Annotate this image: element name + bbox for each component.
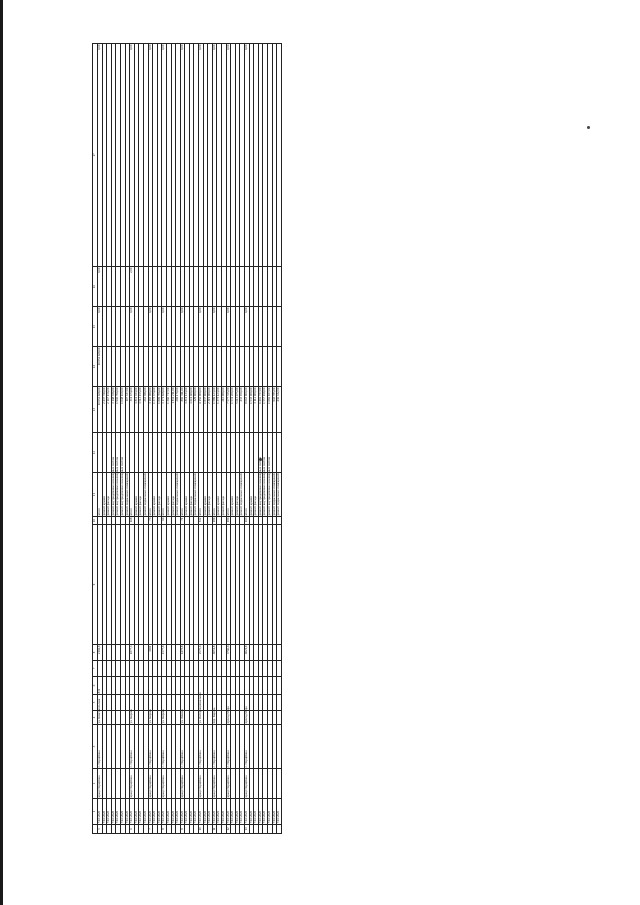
table-cell: ремонт крыши — [249, 473, 254, 517]
table-cell: 7/16/2020 — [102, 799, 107, 825]
table-cell: 3 171 928,00 — [162, 387, 167, 433]
header-cell: 8 — [93, 645, 98, 661]
table-cell: проезд Мира — [225, 706, 230, 724]
table-cell: 1 837 000,00 — [203, 387, 208, 433]
table-cell: 184 — [226, 517, 231, 525]
table-cell: 0,00 — [226, 307, 231, 347]
header-cell: 15 — [93, 307, 98, 347]
table-cell: нраці Порційона — [212, 769, 217, 799]
table-cell: 7/16/2020 — [267, 799, 272, 825]
table-cell: 10 052 429,00 — [98, 387, 103, 433]
rotated-table-container — [92, 44, 562, 834]
table-cell — [277, 267, 282, 307]
table-cell: ремонт внутридомовых инженерных систем — [262, 457, 267, 516]
table-cell: 10 052 429,00 — [98, 347, 103, 387]
table-cell: 7/16/2020 — [120, 799, 125, 825]
table-cell: нраці Порційона — [199, 769, 204, 799]
table-cell: итого — [212, 473, 217, 517]
table-cell: 1 048 160,00 — [120, 387, 125, 433]
table-cell: ремонт крыши — [217, 473, 222, 517]
table-cell: 512 — [199, 517, 204, 525]
table-cell: нраці Порційона — [162, 769, 167, 799]
header-cell: 13 — [93, 387, 98, 433]
table-cell: 1 533 000,00 — [249, 387, 254, 433]
table-cell: 269 170,00 — [176, 387, 181, 433]
table-cell: 7 577 725,00 — [226, 387, 231, 433]
table-cell: 1877,3 — [130, 645, 135, 661]
table-cell: 436 332,00 — [277, 387, 282, 433]
header-cell: 6 — [93, 677, 98, 695]
table-cell: 73 — [148, 517, 153, 525]
table-cell: 168 — [130, 517, 135, 525]
table-cell: 4021,9 — [245, 645, 250, 661]
table-cell: 7/16/2020 — [231, 799, 236, 825]
table-cell: ремонт внутридомовых инженерных систем — [115, 457, 120, 516]
row-number-cell — [277, 825, 282, 834]
table-cell: 0,00 — [162, 44, 167, 267]
table-cell: 1 373 123,00 — [217, 387, 222, 433]
table-cell: ремонт подвальных помещений — [271, 473, 276, 516]
table-cell: 7/16/2020 — [245, 799, 250, 825]
table-cell: с. Порційона — [245, 725, 250, 769]
table-cell: 0,00 — [130, 307, 135, 347]
table-cell: ремонт подвальных помещений — [239, 473, 244, 516]
table-cell: 7/16/2020 — [180, 799, 185, 825]
table-cell: 7/16/2020 — [194, 799, 199, 825]
table-cell: ремонт подвальных помещений — [193, 473, 198, 516]
table-cell: 0,00 — [226, 44, 231, 267]
table-cell: 7/16/2020 — [143, 799, 148, 825]
table-cell: 0,00 — [162, 307, 167, 347]
table-cell: 1691 — [148, 645, 153, 661]
header-cell: 2 — [93, 769, 98, 799]
table-cell: ремонт подвальных помещений — [276, 473, 281, 516]
table-cell: 311 674,00 — [130, 387, 135, 433]
table-cell: 3 112 000,00 — [254, 387, 259, 433]
header-cell: 9 — [93, 525, 98, 645]
table-cell: ремонт внутридомовых инженерных систем — [110, 457, 115, 516]
header-cell: 5 — [93, 695, 98, 711]
table-cell: 3766,6 — [226, 645, 231, 661]
table-cell: нраці Порційона — [130, 769, 135, 799]
row-number-cell: 10 — [199, 825, 204, 834]
table-cell: 1 589 123,00 — [212, 387, 217, 433]
table-cell: 7/16/2020 — [199, 799, 204, 825]
table-cell: ремонт фасада — [139, 473, 144, 517]
header-cell: 10 — [93, 517, 98, 525]
table-cell: итого — [199, 473, 204, 517]
table-cell: 0,00 — [148, 44, 153, 267]
row-number-cell: 7 — [148, 825, 153, 834]
table-cell: 1 682 937,00 — [267, 387, 272, 433]
table-cell: ремонт крыши — [185, 473, 190, 517]
table-cell: 107 337,00 — [125, 387, 130, 433]
table-cell: 943 785,00 — [272, 387, 277, 433]
table-cell — [277, 433, 282, 473]
table-cell: 7/16/2020 — [263, 799, 268, 825]
table-cell: 7/16/2020 — [226, 799, 231, 825]
table-cell: 2 319 000,00 — [208, 387, 213, 433]
table-cell: 7/16/2020 — [272, 799, 277, 825]
table-cell: 7/16/2020 — [240, 799, 245, 825]
table-cell: ремонт фасада — [208, 473, 213, 517]
table-cell: 0,00 — [212, 307, 217, 347]
table-cell: итого — [180, 473, 185, 517]
table-cell: 1 373 374,00 — [153, 387, 158, 433]
table-cell: 7/16/2020 — [208, 799, 213, 825]
table-cell: ремонт фасада — [107, 473, 112, 517]
table-cell: ремонт фасада — [189, 473, 194, 517]
table-cell: 0,00 — [98, 267, 103, 307]
table-cell: ремонт подвальных помещений — [142, 473, 147, 516]
table-cell: ремонт внутридомовых инженерных систем — [257, 457, 262, 516]
table-cell: ул. Интернациональная — [198, 692, 203, 724]
scan-speck — [587, 126, 590, 129]
repair-program-table — [92, 43, 282, 834]
table-cell: 7/16/2020 — [134, 799, 139, 825]
row-number-cell: 12 — [226, 825, 231, 834]
table-cell: 7/16/2020 — [139, 799, 144, 825]
table-cell: 3 183 080,00 — [148, 387, 153, 433]
table-cell: 8 063 000,00 — [245, 387, 250, 433]
table-cell: ул. Кирова — [147, 709, 152, 724]
table-cell: 7/16/2020 — [222, 799, 227, 825]
table-cell: ул. Кирова — [161, 709, 166, 724]
table-cell: итого — [98, 473, 103, 517]
table-cell: 7/16/2020 — [217, 799, 222, 825]
table-cell: 7/16/2020 — [166, 799, 171, 825]
table-cell: 0,00 — [98, 44, 103, 267]
row-number-cell: 6 — [130, 825, 135, 834]
table-cell: 7/16/2020 — [153, 799, 158, 825]
table-cell — [277, 677, 282, 695]
table-cell: 71 — [180, 517, 185, 525]
table-cell: 64 — [162, 517, 167, 525]
table-cell: итого — [130, 473, 135, 517]
table-cell: 3 148 336,00 — [111, 387, 116, 433]
table-cell — [277, 44, 282, 267]
table-cell: 1 557 199,00 — [263, 387, 268, 433]
table-cell: 1473,8 — [180, 645, 185, 661]
table-cell: 7/16/2020 — [111, 799, 116, 825]
table-cell: с. Порційона — [162, 725, 167, 769]
table-cell: ремонт внутридомовых инженерных систем — [266, 457, 271, 516]
table-cell: 7/16/2020 — [116, 799, 121, 825]
table-cell: с. Порційона — [148, 725, 153, 769]
table-cell: 0,00 — [98, 307, 103, 347]
table-cell: ремонт фасада — [222, 473, 227, 517]
table-cell — [277, 307, 282, 347]
header-cell: 12 — [93, 433, 98, 473]
table-cell: 2575,6 — [199, 645, 204, 661]
header-cell: 7 — [93, 661, 98, 677]
table-cell: итого — [245, 473, 250, 517]
table-cell: 7/16/2020 — [130, 799, 135, 825]
table-cell: 7/16/2020 — [107, 799, 112, 825]
table-cell: 1577,8 — [162, 645, 167, 661]
table-cell: ул. Ленина — [179, 709, 184, 724]
table-cell: 0,00 — [199, 307, 204, 347]
table-cell: 1 531 200,00 — [231, 387, 236, 433]
table-cell: ремонт фасада — [235, 473, 240, 517]
table-cell — [277, 695, 282, 711]
table-cell: 7/16/2020 — [258, 799, 263, 825]
table-cell: ремонт крыши — [134, 473, 139, 517]
table-cell: 7/16/2020 — [235, 799, 240, 825]
table-cell: с. Порційона — [199, 725, 204, 769]
table-cell: ремонт фасада — [171, 473, 176, 517]
table-cell: нраці Порційона — [226, 769, 231, 799]
table-cell — [277, 769, 282, 799]
table-cell: 3 513 155,00 — [139, 387, 144, 433]
table-cell: 163 — [245, 517, 250, 525]
table-cell: 0,00 — [130, 44, 135, 267]
table-cell: 7/16/2020 — [98, 799, 103, 825]
table-cell: нраці Порційона — [245, 769, 250, 799]
row-number-cell: 5 — [98, 825, 103, 834]
table-cell: 1 945 700,00 — [116, 387, 121, 433]
table-cell: 7/16/2020 — [148, 799, 153, 825]
table-cell: итого — [226, 473, 231, 517]
table-cell: ремонт подвальных помещений — [175, 473, 180, 516]
table-cell: 1 611 400,00 — [189, 387, 194, 433]
table-cell: ул. Комсомольская — [97, 698, 101, 724]
header-cell: 17 — [93, 44, 98, 267]
table-cell: 180 — [212, 517, 217, 525]
table-cell: 7/16/2020 — [212, 799, 217, 825]
scan-border — [0, 0, 3, 905]
table-cell: пер. Кирова — [211, 707, 216, 724]
table-cell: 433 050,00 — [240, 387, 245, 433]
table-cell: ремонт крыши — [153, 473, 158, 517]
table-cell: 4051,8 — [212, 645, 217, 661]
table-cell: 2,00 — [130, 267, 135, 307]
table-cell: нраці Порційона — [180, 769, 185, 799]
table-cell: 2 167 156,00 — [107, 387, 112, 433]
table-cell: ремонт крыши — [203, 473, 208, 517]
table-cell: 7/16/2020 — [125, 799, 130, 825]
table-cell: 7/16/2020 — [185, 799, 190, 825]
table-cell: ремонт фасада — [254, 473, 259, 517]
table-cell: 1 360 717,00 — [166, 387, 171, 433]
table-cell: 1 809 706,00 — [157, 387, 162, 433]
header-cell: 11 — [93, 473, 98, 517]
header-cell: 16 — [93, 267, 98, 307]
table-cell: нраці Порційона — [148, 769, 153, 799]
table-cell: с. Порційона — [226, 725, 231, 769]
table-cell: 7/16/2020 — [203, 799, 208, 825]
table-cell: ул. Кирова — [129, 709, 134, 724]
table-cell: 0,00 — [180, 44, 185, 267]
table-cell: с. Порційона — [212, 725, 217, 769]
table-cell: 262 386,00 — [143, 387, 148, 433]
table-cell: 0,00 — [245, 44, 250, 267]
table-cell: 7/16/2020 — [162, 799, 167, 825]
header-cell: 1 — [93, 799, 98, 825]
table-cell: 7/16/2020 — [176, 799, 181, 825]
table-cell: 7/16/2020 — [189, 799, 194, 825]
table-cell — [277, 711, 282, 725]
row-number-cell: 9 — [180, 825, 185, 834]
table-cell: 0,00 — [245, 307, 250, 347]
table-cell: проезд Мира — [244, 706, 248, 724]
table-cell: 6 402 737,00 — [258, 387, 263, 433]
table-cell — [277, 645, 282, 661]
table-cell: 882 311,00 — [180, 387, 185, 433]
table-cell: с. Порційона — [130, 725, 135, 769]
table-cell: 7/16/2020 — [249, 799, 254, 825]
table-cell: 7/16/2020 — [277, 799, 282, 825]
row-number-cell: 8 — [162, 825, 167, 834]
table-cell: 0,00 — [148, 307, 153, 347]
table-cell — [277, 517, 282, 525]
header-cell: 14 — [93, 347, 98, 387]
table-cell: с. Порційона — [98, 725, 103, 769]
table-cell: 4 156 000,00 — [199, 387, 204, 433]
table-cell: 2104,8 — [98, 645, 103, 661]
table-cell: ремонт фасада — [157, 473, 162, 517]
row-number-cell: 11 — [212, 825, 217, 834]
table-cell: итого — [148, 473, 153, 517]
table-cell: 0,00 — [212, 44, 217, 267]
table-cell: ремонт крыши — [231, 473, 236, 517]
table-row — [277, 44, 282, 834]
table-cell: 7/16/2020 — [171, 799, 176, 825]
table-body — [98, 44, 282, 834]
table-cell: 0,00 — [180, 307, 185, 347]
table-cell — [277, 525, 282, 645]
table-cell: ремонт крыши — [102, 473, 107, 517]
row-number-cell: 13 — [245, 825, 250, 834]
table-cell — [277, 725, 282, 769]
header-cell: 4 — [93, 711, 98, 725]
table-cell: 5 613 475,00 — [235, 387, 240, 433]
table-cell: итого — [162, 473, 167, 517]
table-cell: с. Порційона — [180, 725, 185, 769]
table-cell — [277, 347, 282, 387]
table-cell: 831 — [98, 677, 103, 695]
table-cell: 329 000,00 — [194, 387, 199, 433]
table-cell: 7/16/2020 — [254, 799, 259, 825]
table-cell: 0,00 — [199, 44, 204, 267]
table-cell: нраці Порційона — [98, 769, 103, 799]
table-cell: 1 811 211,00 — [171, 387, 176, 433]
table-cell: 7/16/2020 — [157, 799, 162, 825]
table-cell: 2 437 740,00 — [102, 387, 107, 433]
header-cell: 3 — [93, 725, 98, 769]
table-cell: ремонт внутридомовых инженерных систем — [119, 457, 124, 516]
rotated-document-page — [92, 44, 562, 834]
table-cell: 216 000,00 — [222, 387, 227, 433]
table-cell: 1 811 133,00 — [185, 387, 190, 433]
table-cell: ремонт подвальных помещений — [124, 473, 129, 516]
table-cell — [277, 661, 282, 677]
table-cell: ремонт крыши — [166, 473, 171, 517]
table-cell: 1 811 333,00 — [134, 387, 139, 433]
